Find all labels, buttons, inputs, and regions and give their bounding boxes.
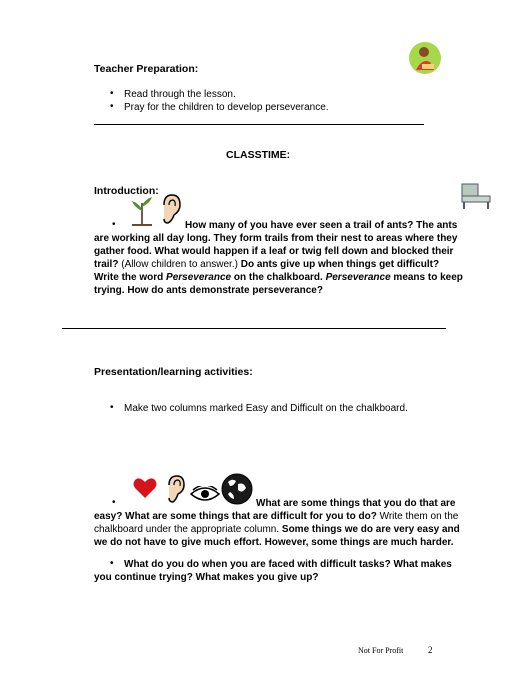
divider (94, 124, 424, 125)
bullet: • (110, 558, 114, 569)
page-number: 2 (428, 645, 433, 655)
bullet: • (110, 402, 114, 413)
prep-item-1: Read through the lesson. (124, 89, 236, 100)
introduction-heading: Introduction: (94, 185, 159, 197)
intro-text-bold-2: Do ants give up when things get difficult? Write the word (94, 259, 440, 283)
intro-text-plain: (Allow children to answer.) (121, 259, 238, 270)
presentation-heading: Presentation/learning activities: (94, 366, 253, 378)
presentation-item-1: Make two columns marked Easy and Difficult on the chalkboard. (124, 403, 408, 414)
person-reading-icon (408, 40, 442, 76)
presentation-item-3: What do you do when you are faced with difficult tasks? What makes you continue trying? What makes you give up? (94, 559, 452, 583)
intro-text-italic-1: Perseverance (166, 272, 232, 283)
presentation-bullet: • (112, 497, 116, 508)
intro-bullet: • (112, 219, 116, 230)
presentation-paragraph (94, 497, 466, 549)
footer-text: Not For Profit (358, 646, 404, 655)
intro-text-bold-1: How many of you have ever seen a trail of ants? The ants are working all day long. They form trails from their nest to areas where they gather food. What would happen if a leaf or twig fell down and blocked their trail? (94, 220, 458, 270)
intro-text-bold-4: means to keep trying. How do ants demonstrate perseverance? (94, 272, 463, 296)
bullet: • (110, 101, 114, 112)
intro-text-italic-2: Perseverance (325, 272, 391, 283)
chair-icon (458, 180, 494, 210)
bullet: • (110, 88, 114, 99)
presentation-text-bold-1: What are some things that you do that are easy? What are some things that are difficult for you to do? (94, 498, 456, 522)
classtime-heading: CLASSTIME: (226, 149, 291, 161)
intro-text-bold-3: on the chalkboard. (233, 272, 323, 283)
teacher-prep-heading: Teacher Preparation: (94, 63, 199, 75)
presentation-text-bold-2: Some things we do are very easy and we do not have to give much effort. However, some things are much harder. (94, 524, 460, 548)
presentation-text-plain: Write them on the chalkboard under the appropriate column. (94, 511, 459, 535)
intro-paragraph (94, 219, 466, 297)
divider (62, 328, 446, 329)
prep-item-2: Pray for the children to develop perseverance. (124, 102, 329, 113)
